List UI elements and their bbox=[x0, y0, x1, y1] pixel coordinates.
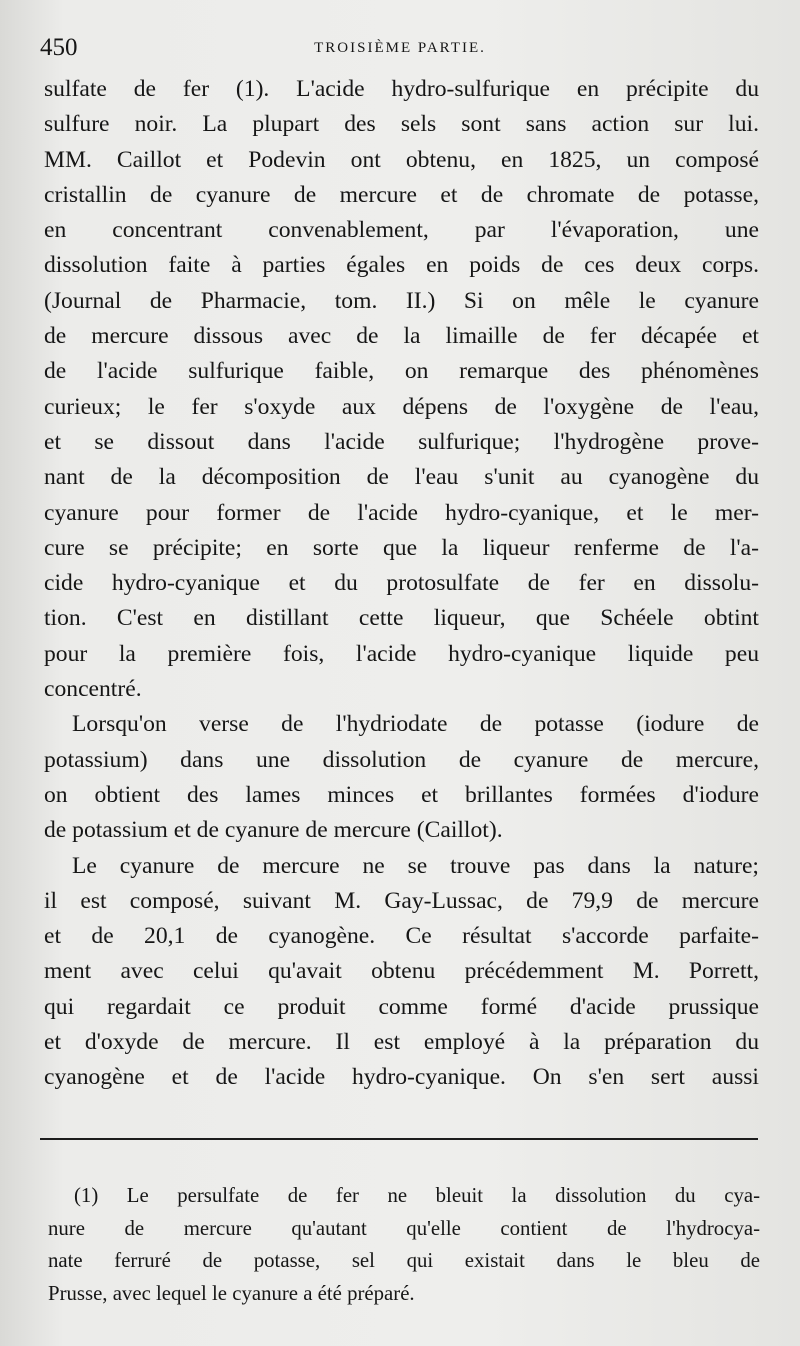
footnote-line: Prusse, avec lequel le cyanure a été préparé. bbox=[48, 1281, 415, 1305]
text-line: dissolution faite à parties égales en poids de ces deux corps. bbox=[44, 252, 759, 279]
footnote-line: nure de mercure qu'autant qu'elle contient de l'hydrocya- bbox=[48, 1216, 760, 1240]
text-line: pour la première fois, l'acide hydro-cyanique liquide peu bbox=[44, 640, 759, 667]
text-line: tion. C'est en distillant cette liqueur, que Schéele obtint bbox=[44, 605, 759, 632]
text-line: nant de la décomposition de l'eau s'unit au cyanogène du bbox=[44, 464, 759, 491]
footnote-line: nate ferruré de potasse, sel qui existait dans le bleu de bbox=[48, 1249, 760, 1272]
text-line: cristallin de cyanure de mercure et de chromate de potasse, bbox=[44, 181, 759, 208]
text-line: qui regardait ce produit comme formé d'acide prussique bbox=[44, 993, 759, 1020]
footnote-divider bbox=[40, 1138, 758, 1140]
text-line: en concentrant convenablement, par l'évaporation, une bbox=[44, 217, 759, 244]
text-line: cyanogène et de l'acide hydro-cyanique. On s'en sert aussi bbox=[44, 1064, 759, 1091]
text-line: Le cyanure de mercure ne se trouve pas dans la nature; bbox=[72, 852, 759, 879]
text-line: curieux; le fer s'oxyde aux dépens de l'oxygène de l'eau, bbox=[44, 393, 759, 420]
text-line: cide hydro-cyanique et du protosulfate de fer en dissolu- bbox=[44, 570, 759, 597]
text-line: sulfure noir. La plupart des sels sont sans action sur lui. bbox=[44, 111, 759, 138]
page-header bbox=[40, 34, 760, 64]
text-line: potassium) dans une dissolution de cyanure de mercure, bbox=[44, 746, 759, 773]
text-line: MM. Caillot et Podevin ont obtenu, en 1825, un composé bbox=[44, 146, 759, 173]
text-line: et de 20,1 de cyanogène. Ce résultat s'accorde parfaite- bbox=[44, 923, 759, 950]
page-number: 450 bbox=[40, 34, 78, 61]
text-line: il est composé, suivant M. Gay-Lussac, de 79,9 de mercure bbox=[44, 887, 759, 914]
text-line: cure se précipite; en sorte que la liqueur renferme de l'a- bbox=[44, 534, 759, 561]
text-line: on obtient des lames minces et brillantes formées d'iodure bbox=[44, 781, 759, 808]
text-line: et d'oxyde de mercure. Il est employé à la préparation du bbox=[44, 1029, 759, 1056]
footnote-line: (1) Le persulfate de fer ne bleuit la dissolution du cya- bbox=[74, 1184, 760, 1207]
text-line: de potassium et de cyanure de mercure (Caillot). bbox=[44, 817, 503, 844]
text-line: de mercure dissous avec de la limaille de fer décapée et bbox=[44, 323, 759, 350]
text-line: sulfate de fer (1). L'acide hydro-sulfurique en précipite du bbox=[44, 76, 759, 102]
text-line: de l'acide sulfurique faible, on remarque des phénomènes bbox=[44, 358, 759, 385]
text-line: et se dissout dans l'acide sulfurique; l'hydrogène prove- bbox=[44, 428, 759, 455]
footnote bbox=[48, 1180, 760, 1310]
running-head: TROISIÈME PARTIE. bbox=[314, 40, 486, 56]
text-line: (Journal de Pharmacie, tom. II.) Si on mêle le cyanure bbox=[44, 287, 759, 314]
text-line: ment avec celui qu'avait obtenu précédemment M. Porrett, bbox=[44, 958, 759, 985]
body-text bbox=[44, 72, 759, 1096]
text-line: concentré. bbox=[44, 676, 142, 703]
text-line: cyanure pour former de l'acide hydro-cyanique, et le mer- bbox=[44, 499, 759, 526]
text-line: Lorsqu'on verse de l'hydriodate de potasse (iodure de bbox=[72, 711, 759, 738]
